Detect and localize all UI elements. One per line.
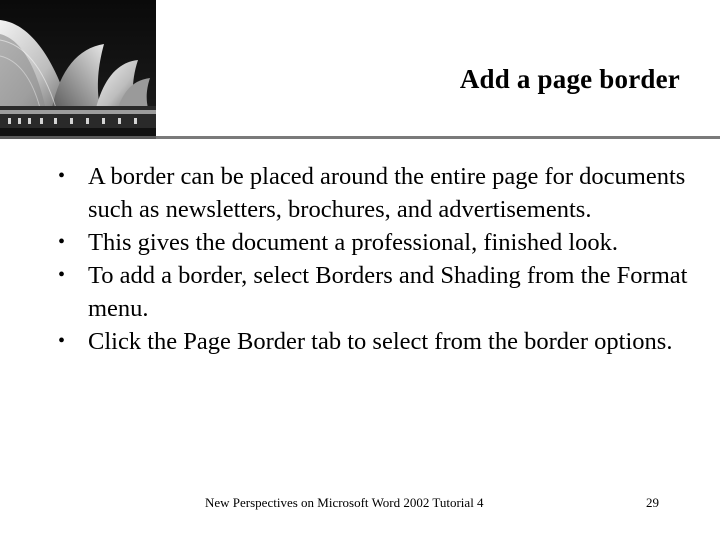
bullet-icon: • (58, 165, 66, 187)
slide-title: Add a page border (459, 64, 680, 94)
bullet-item (52, 226, 692, 259)
opera-house-image (0, 0, 156, 136)
bullet-icon: • (58, 264, 66, 286)
bullet-icon: • (58, 330, 66, 352)
header-divider (156, 136, 720, 139)
bullet-item (52, 259, 692, 325)
header-photo-rule (0, 136, 156, 139)
slide-footer (0, 495, 720, 515)
opera-house-photo (0, 0, 156, 136)
bullet-text: Click the Page Border tab to select from the border options. (88, 328, 673, 355)
bullet-text: This gives the document a professional, finished look. (88, 229, 619, 256)
bullet-icon: • (58, 231, 66, 253)
bullet-item (52, 325, 692, 358)
bullet-text: To add a border, select Borders and Shading from the Format menu. (88, 262, 688, 322)
bullet-item (52, 160, 692, 226)
bullet-text: A border can be placed around the entire page for documents such as newsletters, brochures, and advertisements. (88, 163, 686, 223)
page-number: 29 (646, 495, 659, 510)
footer-text: New Perspectives on Microsoft Word 2002 Tutorial 4 (205, 495, 484, 510)
bullet-list (52, 160, 692, 358)
